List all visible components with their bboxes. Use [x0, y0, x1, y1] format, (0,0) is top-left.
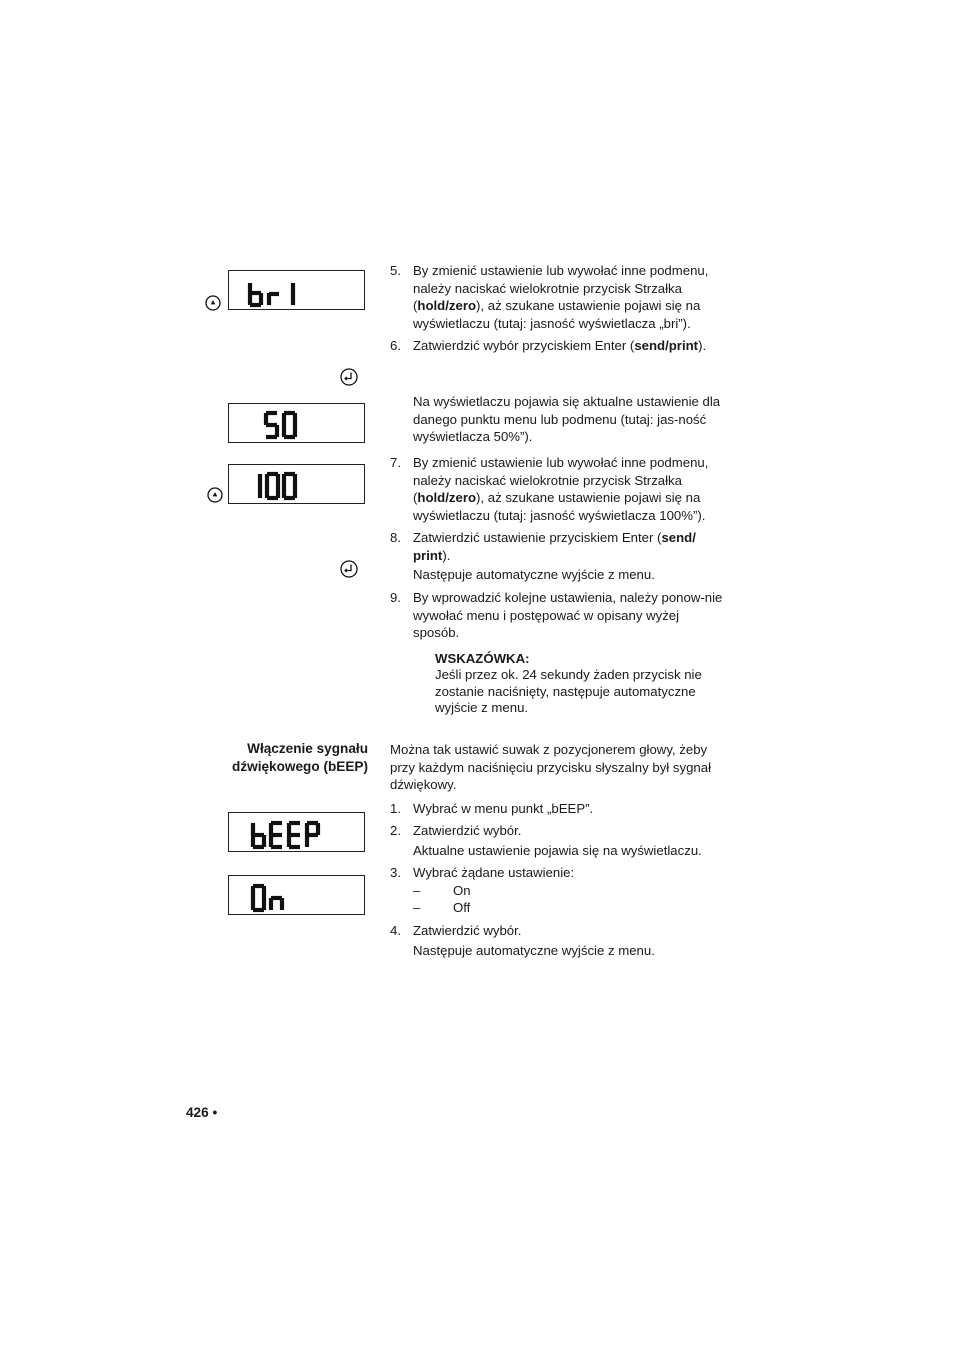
beep-step-2 — [390, 822, 735, 859]
lcd-50-glyphs — [229, 404, 366, 444]
note-title: WSKAZÓWKA: — [435, 651, 530, 666]
step-8 — [390, 529, 720, 584]
lcd-display-bri — [228, 270, 365, 310]
lcd-on-glyphs — [229, 876, 366, 916]
beep-step-4 — [390, 922, 735, 959]
note-box — [435, 651, 735, 717]
step-9 — [390, 589, 725, 642]
step-text: By zmienić ustawienie lub wywołać inne podmenu, należy naciskać wielokrotnie przycisk Strzałka (hold/zero), aż szukane ustawienie pojawi się na wyświetlaczu (tutaj: jasność wyświetlacza 100%”). — [413, 455, 709, 523]
option-item-on — [413, 882, 735, 900]
lcd-bri-glyphs — [229, 271, 366, 311]
step-text: By wprowadzić kolejne ustawienia, należy ponow-nie wywołać menu i postępować w opisany wyżej sposób. — [413, 590, 723, 641]
lcd-beep-glyphs — [229, 813, 366, 853]
step-number: 4. — [390, 923, 401, 938]
section-intro: Można tak ustawić suwak z pozycjonerem głowy, żeby przy każdym naciśnięciu przycisku słyszalny był sygnał dźwiękowy. — [390, 742, 712, 793]
step-text: By zmienić ustawienie lub wywołać inne podmenu, należy naciskać wielokrotnie przycisk Strzałka (hold/zero), aż szukane ustawienie pojawi się na wyświetlaczu (tutaj: jasność wyświetlacza „bri”). — [413, 263, 709, 331]
section-title — [190, 740, 368, 776]
step-text: Zatwierdzić wybór. — [413, 823, 522, 838]
beep-step-1 — [390, 800, 735, 818]
step-number: 9. — [390, 590, 401, 605]
step-text: Wybrać żądane ustawienie: — [413, 865, 575, 880]
step-6 — [390, 337, 735, 355]
section-title-line-1: Włączenie sygnału — [247, 741, 368, 756]
step-5 — [390, 262, 735, 332]
step-number: 7. — [390, 455, 401, 470]
step-text: Zatwierdzić wybór przyciskiem Enter (send/print). — [413, 338, 707, 353]
step-number: 8. — [390, 530, 401, 545]
option-label: On — [453, 882, 471, 898]
note-text: Jeśli przez ok. 24 sekundy żaden przycisk nie zostanie naciśnięty, następuje automatyczne wyjście z menu. — [435, 667, 702, 716]
enter-button-icon — [340, 560, 358, 578]
step-number: 6. — [390, 338, 401, 353]
beep-step-3 — [390, 864, 735, 917]
option-dash: – — [413, 882, 421, 898]
current-setting-paragraph: Na wyświetlaczu pojawia się aktualne ustawienie dla danego punktu menu lub podmenu (tutaj: jas-ność wyświetlacza 50%”). — [413, 394, 721, 445]
lcd-display-50 — [228, 403, 365, 443]
step-extra: Następuje automatyczne wyjście z menu. — [413, 942, 655, 958]
lcd-display-100 — [228, 464, 365, 504]
step-text: Zatwierdzić ustawienie przyciskiem Enter (send/ print). — [413, 530, 696, 563]
step-number: 1. — [390, 801, 401, 816]
option-label: Off — [453, 900, 471, 916]
step-number: 5. — [390, 263, 401, 278]
section-title-line-2: dźwiękowego (bEEP) — [232, 759, 368, 774]
step-text: Wybrać w menu punkt „bEEP”. — [413, 801, 594, 816]
lcd-display-beep — [228, 812, 365, 852]
arrow-up-button-icon — [205, 295, 221, 311]
arrow-up-button-icon — [207, 487, 223, 503]
option-dash: – — [413, 900, 421, 916]
step-7 — [390, 454, 735, 524]
step-extra: Aktualne ustawienie pojawia się na wyświetlaczu. — [413, 842, 702, 858]
step-text: Zatwierdzić wybór. — [413, 923, 522, 938]
step-number: 3. — [390, 865, 401, 880]
enter-button-icon — [340, 368, 358, 386]
step-number: 2. — [390, 823, 401, 838]
lcd-100-glyphs — [229, 465, 366, 505]
lcd-display-on — [228, 875, 365, 915]
step-extra: Następuje automatyczne wyjście z menu. — [413, 567, 655, 583]
page-number: 426 • — [186, 1105, 218, 1120]
option-item-off — [413, 899, 735, 917]
